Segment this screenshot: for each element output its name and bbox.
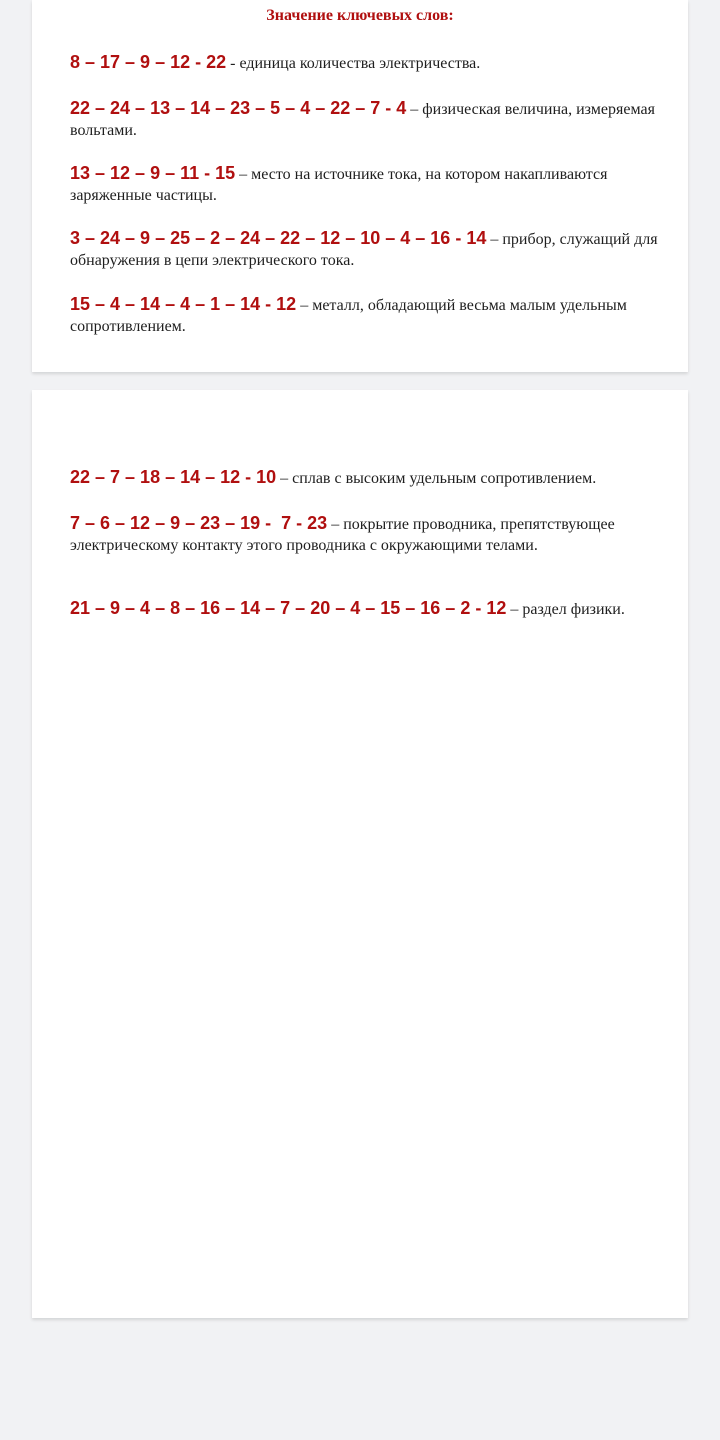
keyword-code: 15 – 4 – 14 – 4 – 1 – 14 - 12 (70, 294, 297, 314)
keyword-code: 7 – 6 – 12 – 9 – 23 – 19 - 7 - 23 (70, 513, 328, 533)
keyword-code: 13 – 12 – 9 – 11 - 15 (70, 163, 236, 183)
keyword-definition: – сплав с высоким удельным сопротивлением. (276, 470, 597, 487)
keyword-entry (70, 163, 670, 206)
document-page-2 (32, 390, 688, 1318)
keyword-definition: – раздел физики. (506, 601, 625, 618)
document-page-1 (32, 0, 688, 372)
keyword-definition: – покрытие проводника, препятствующее электрическому контакту этого проводника с окружающими телами. (70, 516, 615, 554)
keyword-code: 3 – 24 – 9 – 25 – 2 – 24 – 22 – 12 – 10 – 4 – 16 - 14 (70, 228, 487, 248)
keyword-code: 22 – 24 – 13 – 14 – 23 – 5 – 4 – 22 – 7 - 4 (70, 98, 407, 118)
keyword-entry (70, 98, 670, 141)
keyword-entry (70, 294, 670, 337)
keyword-entry (70, 467, 670, 489)
keywords-heading: Значение ключевых слов: (266, 7, 454, 24)
keyword-entry (70, 598, 670, 620)
keyword-definition: – прибор, служащий для обнаружения в цепи электрического тока. (70, 231, 658, 269)
keyword-code: 21 – 9 – 4 – 8 – 16 – 14 – 7 – 20 – 4 – 15 – 16 – 2 - 12 (70, 598, 507, 618)
keyword-definition: – металл, обладающий весьма малым удельным сопротивлением. (70, 297, 627, 335)
keyword-code: 22 – 7 – 18 – 14 – 12 - 10 (70, 467, 277, 487)
keyword-definition: – физическая величина, измеряемая вольтами. (70, 101, 655, 139)
keyword-code: 8 – 17 – 9 – 12 - 22 (70, 52, 227, 72)
keyword-entry (70, 513, 670, 556)
keyword-entry (70, 52, 670, 74)
keyword-definition: – место на источнике тока, на котором накапливаются заряженные частицы. (70, 166, 608, 204)
keyword-definition: - единица количества электричества. (226, 55, 481, 72)
keyword-entry (70, 228, 670, 271)
